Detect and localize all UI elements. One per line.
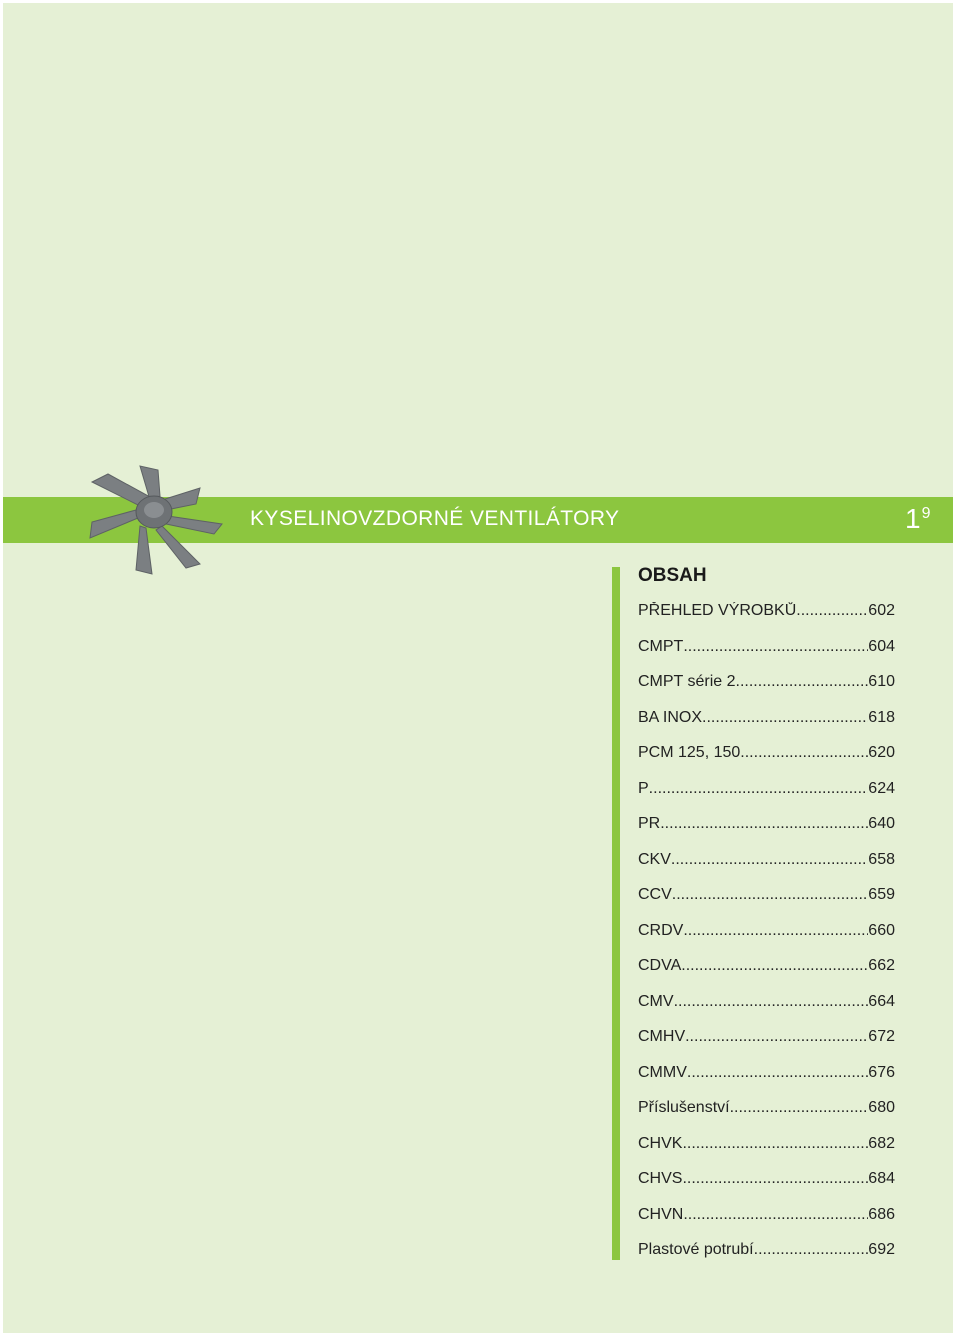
toc-entry-label: CHVK bbox=[638, 1134, 683, 1152]
toc-leader-dots bbox=[681, 957, 868, 975]
toc-entry-page: 658 bbox=[868, 850, 895, 868]
toc-entry-page: 680 bbox=[868, 1099, 895, 1116]
toc-entry-label: BA INOX bbox=[638, 708, 703, 726]
toc-leader-dots bbox=[687, 1064, 868, 1082]
toc-entry-label: CCV bbox=[638, 886, 672, 903]
toc-entry[interactable] bbox=[638, 1170, 895, 1206]
toc-entry[interactable] bbox=[638, 993, 895, 1029]
chapter-number bbox=[905, 503, 930, 535]
toc-entry-label: CHVS bbox=[638, 1170, 683, 1187]
toc-accent-bar bbox=[612, 567, 620, 1260]
toc-entry-label: CMV bbox=[638, 992, 674, 1010]
chapter-number-sup: 9 bbox=[921, 505, 931, 522]
toc-entry[interactable] bbox=[638, 1099, 895, 1135]
toc-entry-label: CHVN bbox=[638, 1205, 684, 1223]
toc-entry-page: 684 bbox=[868, 1170, 895, 1187]
toc-entry-page: 682 bbox=[868, 1134, 895, 1152]
toc-leader-dots bbox=[682, 1170, 868, 1188]
toc-entry-label: CKV bbox=[638, 850, 671, 868]
toc-entry[interactable] bbox=[638, 886, 895, 922]
toc-entry[interactable] bbox=[638, 957, 895, 993]
toc-leader-dots bbox=[649, 780, 869, 798]
toc-entry-page: 620 bbox=[868, 744, 895, 761]
toc-entry-page: 604 bbox=[868, 637, 895, 655]
toc-entry-label: CMPT série 2 bbox=[638, 673, 736, 690]
toc-leader-dots bbox=[660, 815, 868, 833]
toc-entry[interactable] bbox=[638, 922, 895, 958]
toc-leader-dots bbox=[674, 993, 869, 1011]
toc-entry-label: Plastové potrubí bbox=[638, 1241, 754, 1258]
toc-entry[interactable] bbox=[638, 602, 895, 638]
toc-entry-label: PŘEHLED VÝROBKŮ bbox=[638, 602, 797, 619]
toc-leader-dots bbox=[754, 1241, 869, 1259]
toc-entry[interactable] bbox=[638, 1135, 895, 1171]
toc-entry-page: 692 bbox=[868, 1241, 895, 1258]
toc-entry-page: 610 bbox=[868, 673, 895, 690]
toc-entry[interactable] bbox=[638, 709, 895, 745]
chapter-number-main: 1 bbox=[905, 503, 921, 534]
toc-entry-page: 618 bbox=[868, 708, 895, 726]
fan-icon bbox=[82, 464, 232, 589]
toc-entry[interactable] bbox=[638, 1206, 895, 1242]
toc-entry[interactable] bbox=[638, 638, 895, 674]
toc-leader-dots bbox=[685, 1028, 868, 1046]
toc-entry-page: 676 bbox=[868, 1063, 895, 1081]
toc-entry[interactable] bbox=[638, 1064, 895, 1100]
toc-entry[interactable] bbox=[638, 815, 895, 851]
toc-entry-label: CMMV bbox=[638, 1063, 687, 1081]
toc-entry-label: CMPT bbox=[638, 637, 684, 655]
toc-entry-label: CDVA bbox=[638, 957, 682, 974]
toc-entry[interactable] bbox=[638, 1241, 895, 1277]
toc-leader-dots bbox=[683, 638, 868, 656]
toc-leader-dots bbox=[730, 1099, 869, 1117]
toc-entry-page: 672 bbox=[868, 1028, 895, 1045]
toc-leader-dots bbox=[740, 744, 868, 762]
toc-entry-page: 640 bbox=[868, 815, 895, 832]
toc-entry-label: CRDV bbox=[638, 921, 684, 939]
toc-leader-dots bbox=[683, 922, 868, 940]
toc-leader-dots bbox=[671, 851, 868, 869]
toc-entry[interactable] bbox=[638, 780, 895, 816]
toc-leader-dots bbox=[736, 673, 869, 691]
toc-entry-label: CMHV bbox=[638, 1028, 686, 1045]
toc-entry-page: 664 bbox=[868, 992, 895, 1010]
toc-entry[interactable] bbox=[638, 744, 895, 780]
toc-heading: OBSAH bbox=[638, 565, 707, 586]
toc-entry-label: P bbox=[638, 779, 649, 797]
toc-entry-label: PR bbox=[638, 815, 661, 832]
toc-entry-page: 686 bbox=[868, 1205, 895, 1223]
toc-entry-label: Příslušenství bbox=[638, 1099, 730, 1116]
table-of-contents bbox=[638, 602, 895, 1277]
toc-entry-label: PCM 125, 150 bbox=[638, 744, 741, 761]
toc-entry[interactable] bbox=[638, 851, 895, 887]
toc-entry-page: 662 bbox=[868, 957, 895, 974]
toc-entry-page: 602 bbox=[868, 602, 895, 619]
toc-entry-page: 624 bbox=[868, 779, 895, 797]
toc-leader-dots bbox=[672, 886, 869, 904]
chapter-title: KYSELINOVZDORNÉ VENTILÁTORY bbox=[250, 507, 620, 530]
toc-entry-page: 660 bbox=[868, 921, 895, 939]
toc-leader-dots bbox=[683, 1206, 868, 1224]
toc-leader-dots bbox=[796, 602, 868, 620]
toc-leader-dots bbox=[682, 1135, 868, 1153]
toc-entry[interactable] bbox=[638, 673, 895, 709]
toc-entry-page: 659 bbox=[868, 886, 895, 903]
toc-leader-dots bbox=[702, 709, 868, 727]
toc-entry[interactable] bbox=[638, 1028, 895, 1064]
